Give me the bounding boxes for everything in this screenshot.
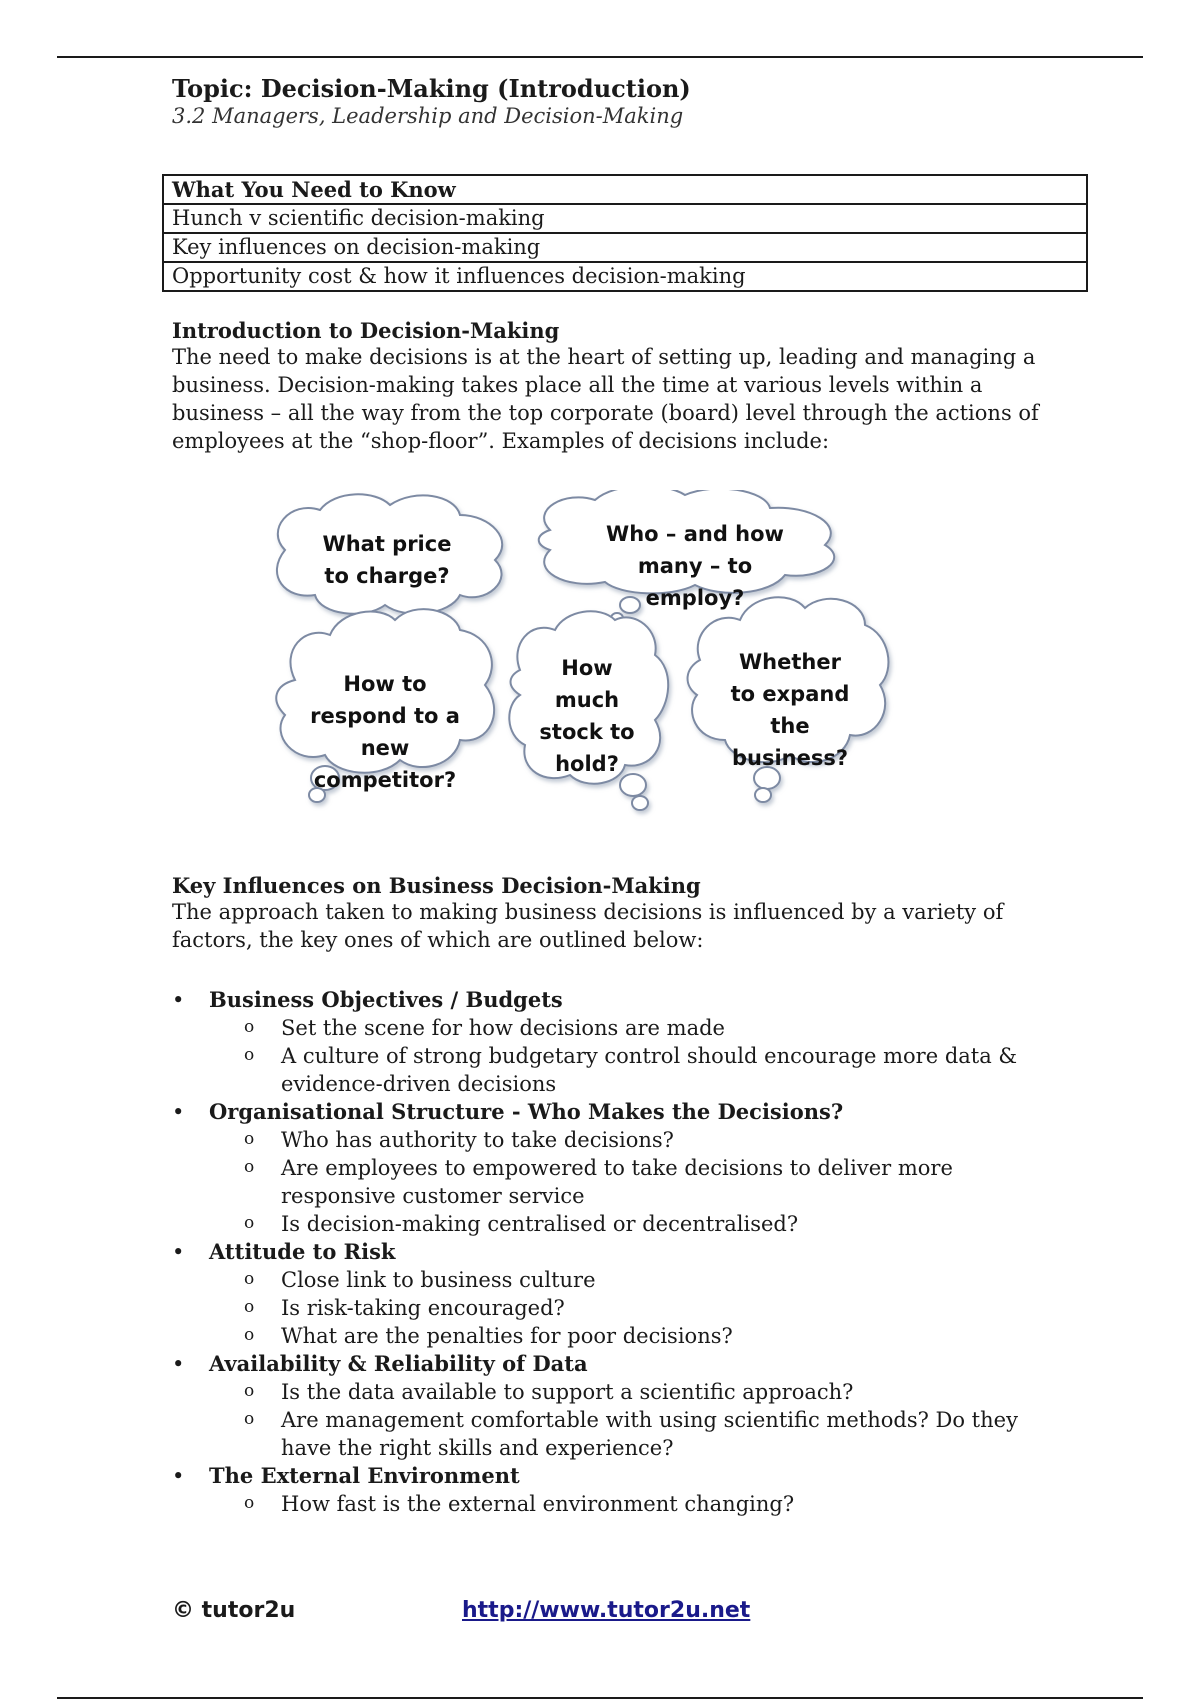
footer-link[interactable]: http://www.tutor2u.net	[462, 1598, 751, 1623]
cloud-text-who-employ: Who – and how many – to employ?	[606, 522, 784, 610]
intro-section	[172, 318, 1092, 455]
sub-point: o Who has authority to take decisions?	[209, 1126, 1072, 1154]
sub-point: o A culture of strong budgetary control should encourage more data & evidence-driven decisions	[209, 1042, 1072, 1098]
influence-title: • Organisational Structure - Who Makes the Decisions?	[209, 1099, 844, 1124]
list-item	[172, 1350, 1072, 1462]
cloud-text-what-price: What price to charge?	[322, 532, 452, 588]
cloud-tail	[632, 796, 648, 810]
need-table-row: Hunch v scientific decision-making	[163, 204, 1087, 233]
cloud-text-competitor: How to respond to a new competitor?	[310, 672, 460, 792]
cloud-tail	[755, 788, 771, 802]
decision-examples-diagram	[265, 490, 945, 840]
page-subtitle: 3.2 Managers, Leadership and Decision-Making	[172, 104, 684, 128]
intro-line: The need to make decisions is at the heart of setting up, leading and managing a	[172, 345, 1036, 369]
influence-title: • Availability & Reliability of Data	[209, 1351, 588, 1376]
sub-point: o Close link to business culture	[209, 1266, 1072, 1294]
sub-point: o How fast is the external environment changing?	[209, 1490, 1072, 1518]
influences-list	[172, 986, 1072, 1518]
list-item	[172, 1098, 1072, 1238]
key-line: The approach taken to making business decisions is influenced by a variety of	[172, 900, 1004, 924]
influence-title: • Business Objectives / Budgets	[209, 987, 563, 1012]
sub-point: o What are the penalties for poor decisions?	[209, 1322, 1072, 1350]
need-table-row: Key influences on decision-making	[163, 233, 1087, 262]
need-table-row: Opportunity cost & how it influences decision-making	[163, 262, 1087, 291]
sub-point: o Is the data available to support a scientific approach?	[209, 1378, 1072, 1406]
what-you-need-table	[162, 174, 1088, 292]
sub-point: o Set the scene for how decisions are made	[209, 1014, 1072, 1042]
intro-heading: Introduction to Decision-Making	[172, 318, 560, 343]
cloud-text-expand: Whether to expand the business?	[730, 650, 850, 770]
sub-point: o Is decision-making centralised or decentralised?	[209, 1210, 1072, 1238]
list-item	[172, 986, 1072, 1098]
list-item	[172, 1462, 1072, 1518]
list-item	[172, 1238, 1072, 1350]
influence-title: • Attitude to Risk	[209, 1239, 396, 1264]
footer-brand: © tutor2u	[172, 1598, 296, 1623]
intro-line: employees at the “shop-floor”. Examples of decisions include:	[172, 429, 830, 453]
key-heading: Key Influences on Business Decision-Making	[172, 873, 701, 898]
cloud-text-stock: How much stock to hold?	[539, 656, 635, 776]
key-line: factors, the key ones of which are outlined below:	[172, 928, 704, 952]
sub-point: o Is risk-taking encouraged?	[209, 1294, 1072, 1322]
intro-line: business – all the way from the top corporate (board) level through the actions of	[172, 401, 1039, 425]
top-rule	[57, 56, 1143, 58]
need-table-heading: What You Need to Know	[163, 175, 1087, 204]
sub-point: o Are employees to empowered to take decisions to deliver more responsive customer service	[209, 1154, 1072, 1210]
bottom-rule	[57, 1697, 1143, 1699]
intro-line: business. Decision-making takes place all the time at various levels within a	[172, 373, 983, 397]
sub-point: o Are management comfortable with using scientific methods? Do they have the right skills and experience?	[209, 1406, 1072, 1462]
key-influences-section	[172, 873, 1092, 954]
page-title: Topic: Decision-Making (Introduction)	[172, 74, 691, 103]
influence-title: • The External Environment	[209, 1463, 520, 1488]
